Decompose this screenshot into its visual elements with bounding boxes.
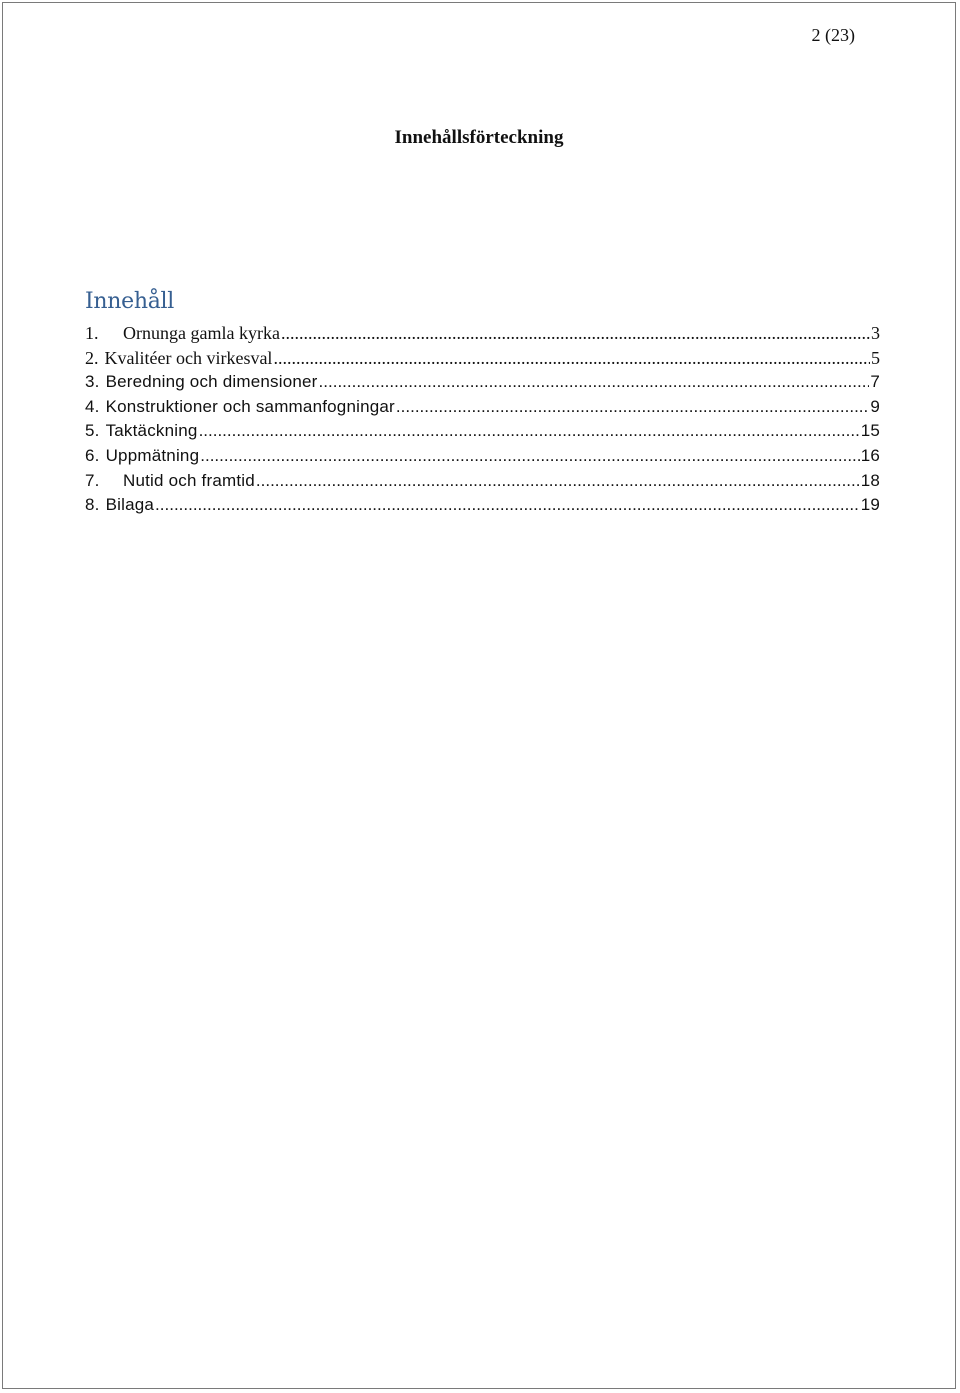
toc-entry-4[interactable] [85,397,880,422]
toc-dot-leader [273,348,870,369]
toc-entry-number: 3. [85,372,100,392]
toc-entry-label: Beredning och dimensioner [105,372,318,392]
table-of-contents [85,323,880,520]
toc-entry-page: 18 [860,470,880,490]
document-page [2,2,956,1389]
toc-entry-5[interactable] [85,421,880,446]
toc-entry-number: 5. [85,421,100,441]
toc-dot-leader [200,446,859,466]
toc-dot-leader [281,323,870,344]
toc-entry-number: 2. [85,347,99,368]
document-title: Innehållsförteckning [394,127,564,148]
toc-entry-number: 8. [85,495,100,515]
toc-entry-page: 5 [871,347,880,368]
page-number: 2 (23) [811,25,855,45]
toc-dot-leader [199,421,860,441]
toc-entry-8[interactable] [85,495,880,520]
toc-dot-leader [396,397,869,417]
toc-entry-number: 4. [85,396,100,416]
toc-entry-7[interactable] [85,471,880,496]
toc-entry-label: Ornunga gamla kyrka [123,323,280,343]
toc-entry-label: Nutid och framtid [123,470,255,490]
toc-dot-leader [155,495,860,515]
toc-entry-page: 16 [860,445,880,465]
toc-entry-label: Kvalitéer och virkesval [104,347,273,368]
toc-entry-page: 3 [871,323,880,343]
toc-entry-label: Taktäckning [105,421,198,441]
toc-entry-page: 15 [860,421,880,441]
toc-entry-number: 6. [85,445,100,465]
toc-entry-2[interactable] [85,348,880,373]
toc-entry-number: 1. [85,323,99,343]
toc-entry-3[interactable] [85,372,880,397]
toc-entry-label: Bilaga [105,495,155,515]
toc-entry-6[interactable] [85,446,880,471]
toc-dot-leader [319,372,870,392]
toc-entry-1[interactable] [85,323,880,348]
toc-dot-leader [256,471,860,491]
toc-entry-label: Uppmätning [105,445,200,465]
toc-entry-number: 7. [85,470,100,490]
toc-entry-page: 7 [870,372,880,392]
toc-entry-label: Konstruktioner och sammanfogningar [105,396,395,416]
toc-heading: Innehåll [85,289,175,314]
toc-entry-page: 9 [870,396,880,416]
toc-entry-page: 19 [860,495,880,515]
